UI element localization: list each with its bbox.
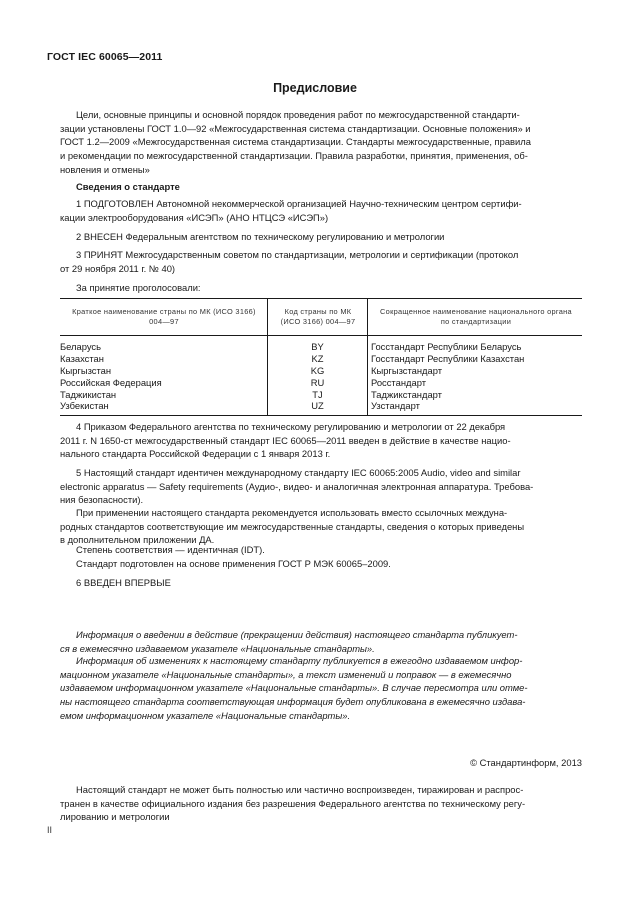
table-cell-code: RU <box>310 376 325 388</box>
item-5-line: 5 Настоящий стандарт идентичен международному стандарту IEC 60065:2005 Audio, video and similar <box>76 467 521 478</box>
notice-introduction-line: ся в ежемесячно издаваемом указателе «Национальные стандарты». <box>60 642 375 654</box>
table-column-country <box>60 341 265 412</box>
table-cell-body: Госстандарт Республики Казахстан <box>371 352 525 364</box>
table-cell-country: Таджикистан <box>60 388 117 400</box>
reproduction-notice-line: лированию и метрологии <box>60 811 170 823</box>
item-4 <box>60 420 582 461</box>
item-5-degree: Степень соответствия — идентичная (IDT). <box>76 544 265 555</box>
reproduction-notice <box>60 783 582 824</box>
intro-line: новления и отмены» <box>60 163 150 175</box>
notice-changes <box>60 654 582 723</box>
item-1-line: 1 ПОДГОТОВЛЕН Автономной некоммерческой организацией Научно-техническим центром сертифи- <box>76 198 522 209</box>
vote-intro: За принятие проголосовали: <box>76 282 201 293</box>
voting-table <box>60 298 582 416</box>
intro-paragraph <box>60 108 582 177</box>
intro-line: зации установлены ГОСТ 1.0—92 «Межгосударственная система стандартизации. Основные положения» и <box>60 122 531 134</box>
item-5-line: electronic apparatus — Safety requirements (Аудио-, видео- и аналогичная электронная аппаратура. Требова- <box>60 480 534 492</box>
table-cell-body: Таджикстандарт <box>371 388 442 400</box>
table-cell-body: Госстандарт Республики Беларусь <box>371 341 522 352</box>
item-6: 6 ВВЕДЕН ВПЕРВЫЕ <box>76 577 171 588</box>
table-cell-country: Узбекистан <box>60 400 109 412</box>
table-cell-code: UZ <box>311 400 324 412</box>
table-cell-country: Казахстан <box>60 352 104 364</box>
table-column-code <box>268 341 367 412</box>
notice-changes-line: Информация об изменениях к настоящему стандарту публикуется в ежегодно издаваемом инфор- <box>76 655 523 666</box>
section-heading: Сведения о стандарте <box>76 181 180 192</box>
item-5-references-line: При применении настоящего стандарта рекомендуется использовать вместо ссылочных междуна- <box>76 507 508 518</box>
item-1-line: кации электрооборудования «ИСЭП» (АНО НТЦСЭ «ИСЭП») <box>60 211 329 223</box>
notice-changes-line: мационном указателе «Национальные стандарты», а текст изменений и поправок — в ежемесячно <box>60 668 512 680</box>
table-header-body: Сокращенное наименование национального органа по стандартизации <box>380 307 572 326</box>
item-5-line: ния безопасности). <box>60 494 144 506</box>
item-1 <box>60 197 582 224</box>
table-cell-country: Российская Федерация <box>60 376 162 388</box>
copyright-notice: © Стандартинформ, 2013 <box>470 757 582 768</box>
item-4-line: 4 Приказом Федерального агентства по техническому регулированию и метрологии от 22 декабря <box>76 421 506 432</box>
table-cell-code: KG <box>310 364 325 376</box>
page-title: Предисловие <box>273 81 357 95</box>
document-id: ГОСТ IEC 60065—2011 <box>47 51 163 63</box>
table-header-rule <box>60 335 582 336</box>
notice-introduction-line: Информация о введении в действие (прекращении действия) настоящего стандарта публикует- <box>76 629 518 640</box>
table-column-body <box>371 341 581 412</box>
item-2: 2 ВНЕСЕН Федеральным агентством по техническому регулированию и метрологии <box>76 231 445 242</box>
page-number: II <box>47 825 53 835</box>
item-5 <box>60 466 582 507</box>
item-4-line: 2011 г. N 1650-ст межгосударственный стандарт IEC 60065—2011 введен в действие в качестве нацио- <box>60 434 511 446</box>
item-3-line: от 29 ноября 2011 г. № 40) <box>60 262 176 274</box>
item-5-references <box>60 506 582 547</box>
item-3-line: 3 ПРИНЯТ Межгосударственным советом по стандартизации, метрологии и сертификации (протокол <box>76 249 519 260</box>
table-cell-code: KZ <box>311 352 324 364</box>
table-cell-country: Беларусь <box>60 341 102 352</box>
notice-changes-line: емом информационном указателе «Национальные стандарты». <box>60 709 351 721</box>
table-divider <box>367 299 368 415</box>
table-cell-country: Кыргызстан <box>60 364 112 376</box>
item-3 <box>60 248 582 275</box>
intro-line: и рекомендации по межгосударственной стандартизации. Правила разработки, принятия, применения, об- <box>60 150 528 162</box>
reproduction-notice-line: Настоящий стандарт не может быть полностью или частично воспроизведен, тиражирован и распрос- <box>76 784 524 795</box>
intro-line: Цели, основные принципы и основной порядок проведения работ по межгосударственной стандарти- <box>76 109 520 120</box>
table-header-country: Краткое наименование страны по МК (ИСО 3166) 004—97 <box>72 307 256 326</box>
table-cell-body: Кыргызстандарт <box>371 364 443 376</box>
notice-changes-line: ны настоящего стандарта соответствующая информация будет опубликована в ежемесячно издава- <box>60 696 526 708</box>
table-cell-body: Росстандарт <box>371 376 426 388</box>
intro-line: ГОСТ 1.2—2009 «Межгосударственная система стандартизации. Стандарты межгосударственные, правила <box>60 136 531 148</box>
item-5-references-line: в дополнительном приложении ДА. <box>60 534 215 546</box>
item-4-line: нального стандарта Российской Федерации с 1 января 2013 г. <box>60 448 331 460</box>
reproduction-notice-line: транен в качестве официального издания без разрешения Федерального агентства по техническому регу- <box>60 797 526 809</box>
notice-changes-line: издаваемом информационном указателе «Национальные стандарты». В случае пересмотра или отме- <box>60 682 528 694</box>
table-cell-code: BY <box>311 341 324 352</box>
notice-introduction <box>60 628 582 655</box>
item-5-references-line: родных стандартов соответствующие им межгосударственные стандарты, сведения о которых приведены <box>60 520 525 532</box>
item-5-basis: Стандарт подготовлен на основе применения ГОСТ Р МЭК 60065–2009. <box>76 558 391 569</box>
table-cell-body: Узстандарт <box>371 400 420 412</box>
table-cell-code: TJ <box>312 388 323 400</box>
table-header-code: Код страны по МК (ИСО 3166) 004—97 <box>280 307 356 326</box>
